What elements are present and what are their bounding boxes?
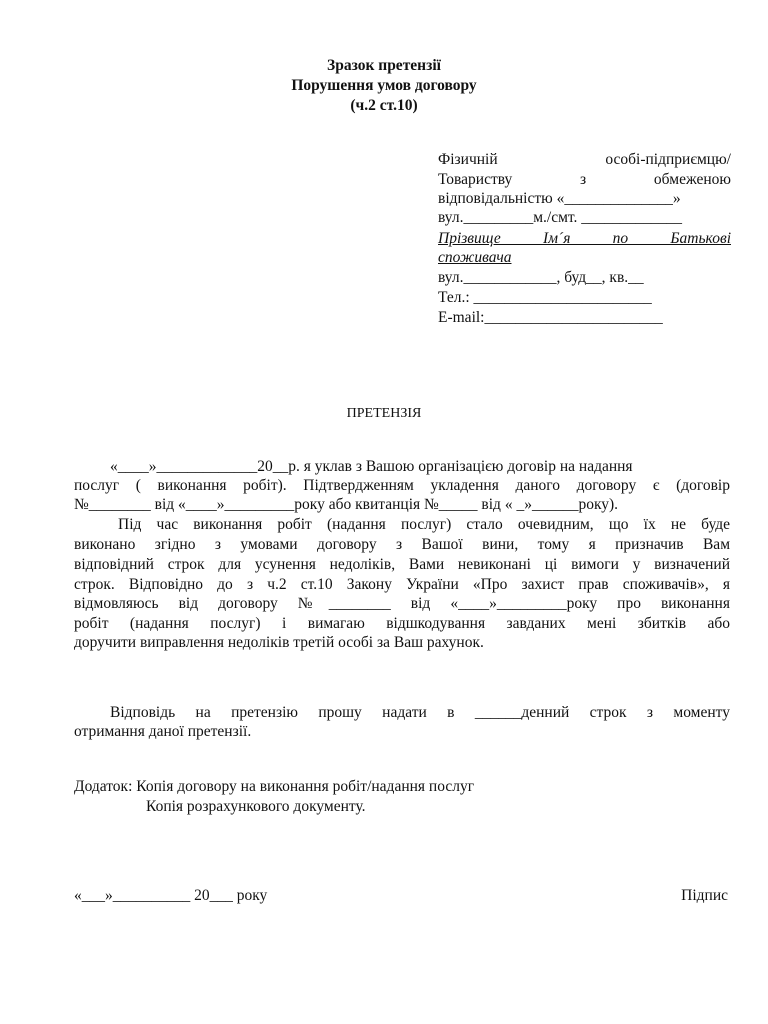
- addressee-address-line: вул._________м./смт. _____________: [438, 209, 683, 226]
- addressee-line: Товариству з обмеженою: [438, 171, 731, 188]
- sender-name-line: Прізвище Ім´я по Батькові: [438, 230, 731, 247]
- signature-label: Підпис: [681, 887, 728, 904]
- sender-name-line-2: споживача: [438, 249, 512, 266]
- paragraph-2-line: відповідний строк для усунення недоліків, Вами невиконані ці вимоги у визначений: [74, 556, 730, 573]
- paragraph-2-line: Під час виконання робіт (надання послуг) стало очевидним, що їх не буде: [118, 516, 730, 533]
- claim-title: ПРЕТЕНЗІЯ: [346, 406, 422, 421]
- document-subtitle: Порушення умов договору: [291, 77, 477, 94]
- sender-address-line: вул.____________, буд__, кв.__: [438, 269, 644, 286]
- paragraph-2-line: відмовляюсь від договору №________ від «____»_________року про виконання: [74, 595, 730, 612]
- document-law-reference: (ч.2 ст.10): [350, 97, 418, 114]
- attachment-line: Копія розрахункового документу.: [146, 798, 366, 815]
- date-field: «___»__________ 20___ року: [74, 887, 268, 904]
- paragraph-1-line: «____»_____________20__р. я уклав з Вашою організацією договір на надання: [110, 458, 633, 475]
- paragraph-1-line: №________ від «____»_________року або квитанція №_____ від « _»______року).: [74, 496, 619, 513]
- addressee-line: відповідальністю «______________»: [438, 190, 681, 207]
- addressee-line: Фізичній особі-підприємцю/: [438, 151, 731, 168]
- paragraph-2-line: строк. Відповідно до з ч.2 ст.10 Закону України «Про захист прав споживачів», я: [74, 576, 730, 593]
- paragraph-3-line: Відповідь на претензію прошу надати в ______денний строк з моменту: [110, 704, 730, 721]
- sender-email-line: E-mail:_______________________: [438, 309, 663, 326]
- paragraph-3-line: отримання даної претензії.: [74, 723, 252, 740]
- paragraph-1-line: послуг ( виконання робіт). Підтвердженням укладення даного договору є (договір: [74, 477, 730, 494]
- sender-phone-line: Тел.: _______________________: [438, 289, 652, 306]
- paragraph-2-line: робіт (надання послуг) і вимагаю відшкодування завданих мені збитків або: [74, 615, 730, 632]
- document-title: Зразок претензії: [327, 57, 441, 74]
- attachment-line: Додаток: Копія договору на виконання робіт/надання послуг: [74, 778, 475, 795]
- paragraph-2-line: виконано згідно з умовами договору з Вашої вини, тому я призначив Вам: [74, 536, 730, 553]
- paragraph-2-line: доручити виправлення недоліків третій особі за Ваш рахунок.: [74, 634, 484, 651]
